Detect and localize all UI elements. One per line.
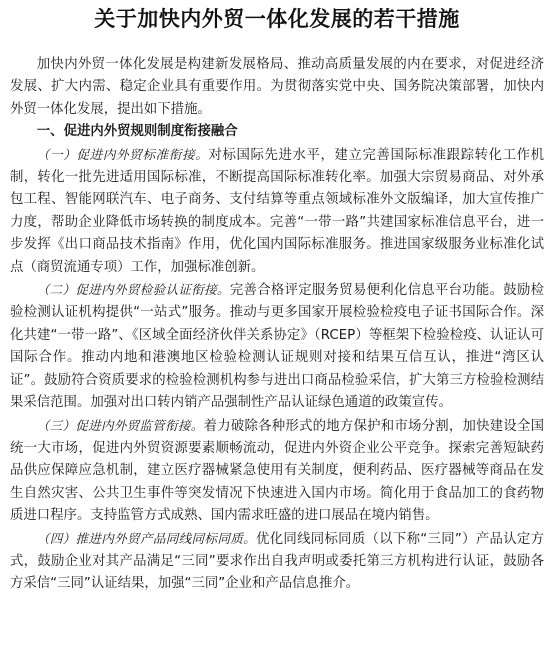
measure-lead: （一）促进内外贸标准衔接。 (36, 146, 209, 162)
measure-paragraph-2 (10, 279, 544, 414)
intro-paragraph: 加快内外贸一体化发展是构建新发展格局、推动高质量发展的内在要求，对促进经济发展、扩大内需、稳定企业具有重要作用。为贯彻落实党中央、国务院决策部署，加快内外贸一体化发展，提出如下措施。 (10, 57, 544, 117)
document-title: 关于加快内外贸一体化发展的若干措施 (94, 7, 460, 31)
measure-paragraph-1 (10, 144, 544, 279)
measure-text: 完善合格评定服务贸易便利化信息平台功能。鼓励检验检测认证机构提供“一站式”服务。推动与更多国家开展检验检疫电子证书国际合作。深化共建“一带一路”、《区域全面经济伙伴关系协定》（RCEP）等框架下检验检疫、认证认可国际合作。推动内地和港澳地区检验检测认证规则对接和结果互信互认，推进“湾区认证”。鼓励符合资质要求的检验检测机构参与进出口商品检验采信，扩大第三方检验检测结果采信范围。加强对出口转内销产品强制性产品认证绿色通道的政策宣传。 (10, 283, 545, 411)
measure-paragraph-3 (10, 415, 544, 528)
measure-text: 优化同线同标同质（以下称“三同”）产品认定方式，鼓励企业对其产品满足“三同”要求作出自我声明或委托第三方机构进行认证，鼓励各方采信“三同”认证结果，加强“三同”企业和产品信息推介。 (10, 531, 545, 592)
measure-text: 对标国际先进水平，建立完善国际标准跟踪转化工作机制，转化一批先进适用国际标准，不断提高国际标准转化率。加强大宗贸易商品、对外承包工程、智能网联汽车、电子商务、支付结算等重点领域标准外文版编译，加大宣传推广力度，帮助企业降低市场转换的制度成本。完善“一带一路”共建国家标准信息平台，进一步发挥《出口商品技术指南》作用，优化国内国际标准服务。推进国家级服务业标准化试点（商贸流通专项）工作，加强标准创新。 (10, 147, 544, 275)
document-body (10, 54, 544, 596)
section-heading: 一、促进内外贸规则制度衔接融合 (36, 124, 238, 140)
measure-text: 着力破除各种形式的地方保护和市场分割，加快建设全国统一大市场，促进内外贸资源要素顺畅流动，促进内外资企业公平竞争。探索完善短缺药品供应保障应急机制，建立医疗器械紧急使用有关制度，便利药品、医疗器械等商品在发生自然灾害、公共卫生事件等突发情况下快速进入国内市场。简化用于食品加工的食药物质进口程序。支持监管方式成熟、国内需求旺盛的进口展品在境内销售。 (10, 418, 545, 524)
measure-lead: （二）促进内外贸检验认证衔接。 (36, 282, 230, 298)
measure-lead: （三）促进内外贸监管衔接。 (36, 417, 204, 433)
measure-lead: （四）推进内外贸产品同线同标同质。 (36, 530, 257, 546)
measure-paragraph-4 (10, 528, 544, 596)
